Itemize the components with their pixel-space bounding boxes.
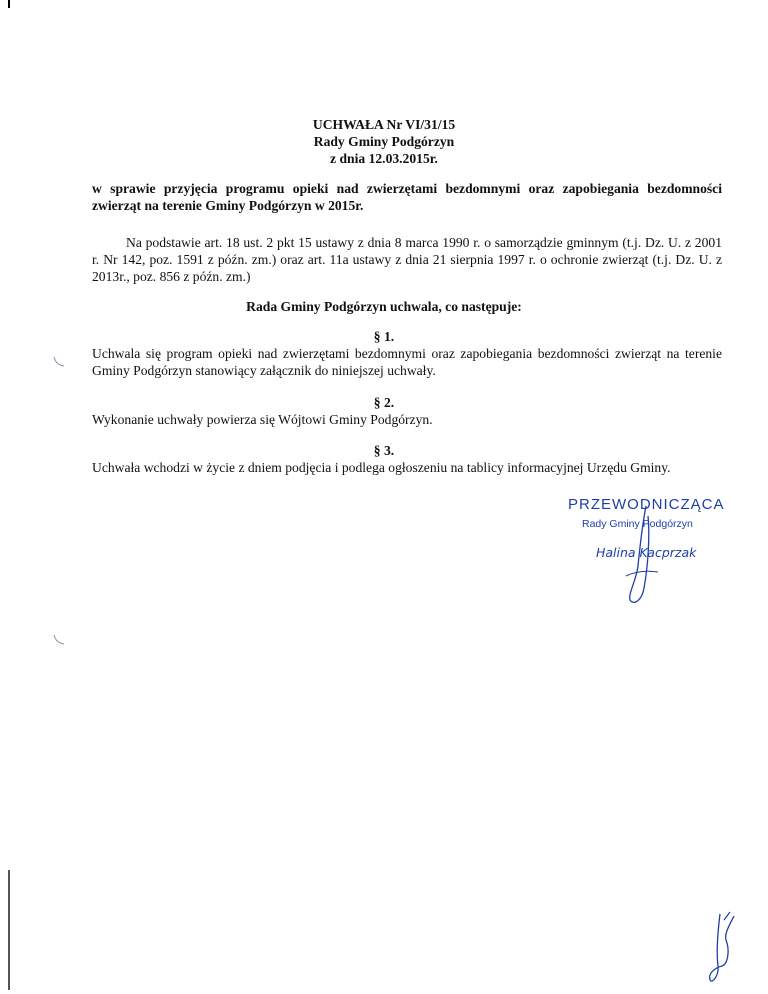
stamp-name: Halina Kacprzak: [596, 545, 697, 560]
paragraph-text: Uchwala się program opieki nad zwierzętami bezdomnymi oraz zapobiegania bezdomności zwierząt na terenie Gminy Podgórzyn stanowiący załącznik do niniejszej uchwały.: [92, 346, 722, 378]
punch-hole-icon: [52, 632, 66, 646]
chairwoman-stamp: [568, 496, 758, 616]
paragraph-title: § 2.: [373, 395, 395, 410]
council-decides: Rada Gminy Podgórzyn uchwala, co następuje:: [246, 299, 522, 314]
scan-edge-mark: [8, 870, 10, 990]
signature-icon: [568, 496, 758, 616]
stamp-organization: Rady Gminy Podgórzyn: [582, 518, 693, 530]
punch-hole-icon: [52, 354, 66, 368]
resolution-subject: w sprawie przyjęcia programu opieki nad zwierzętami bezdomnymi oraz zapobiegania bezdomności zwierząt na terenie Gminy Podgórzyn w 2015r.: [92, 181, 722, 213]
resolution-header: [0, 116, 768, 167]
paragraph-text: Wykonanie uchwały powierza się Wójtowi Gminy Podgórzyn.: [92, 412, 433, 427]
paragraph-title: § 3.: [373, 443, 395, 458]
legal-basis: Na podstawie art. 18 ust. 2 pkt 15 ustawy z dnia 8 marca 1990 r. o samorządzie gminnym (t.j. Dz. U. z 2001 r. Nr 142, poz. 1591 z późn. zm.) oraz art. 11a ustawy z dnia 21 sierpnia 1997 r. o ochronie zwierząt (t.j. Dz. U. z 2013r., poz. 856 z późn. zm.): [92, 235, 722, 284]
stamp-title: PRZEWODNICZĄCA: [568, 496, 725, 513]
resolution-date: z dnia 12.03.2015r.: [330, 151, 438, 166]
scan-edge-mark: [8, 0, 10, 8]
paragraph-text: Uchwała wchodzi w życie z dniem podjęcia i podlega ogłoszeniu na tablicy informacyjnej Urzędu Gminy.: [92, 460, 671, 475]
paragraph-title: § 1.: [373, 329, 395, 344]
resolution-number: UCHWAŁA Nr VI/31/15: [312, 117, 456, 132]
council-name: Rady Gminy Podgórzyn: [313, 134, 455, 149]
initials-signature-icon: [700, 910, 740, 990]
